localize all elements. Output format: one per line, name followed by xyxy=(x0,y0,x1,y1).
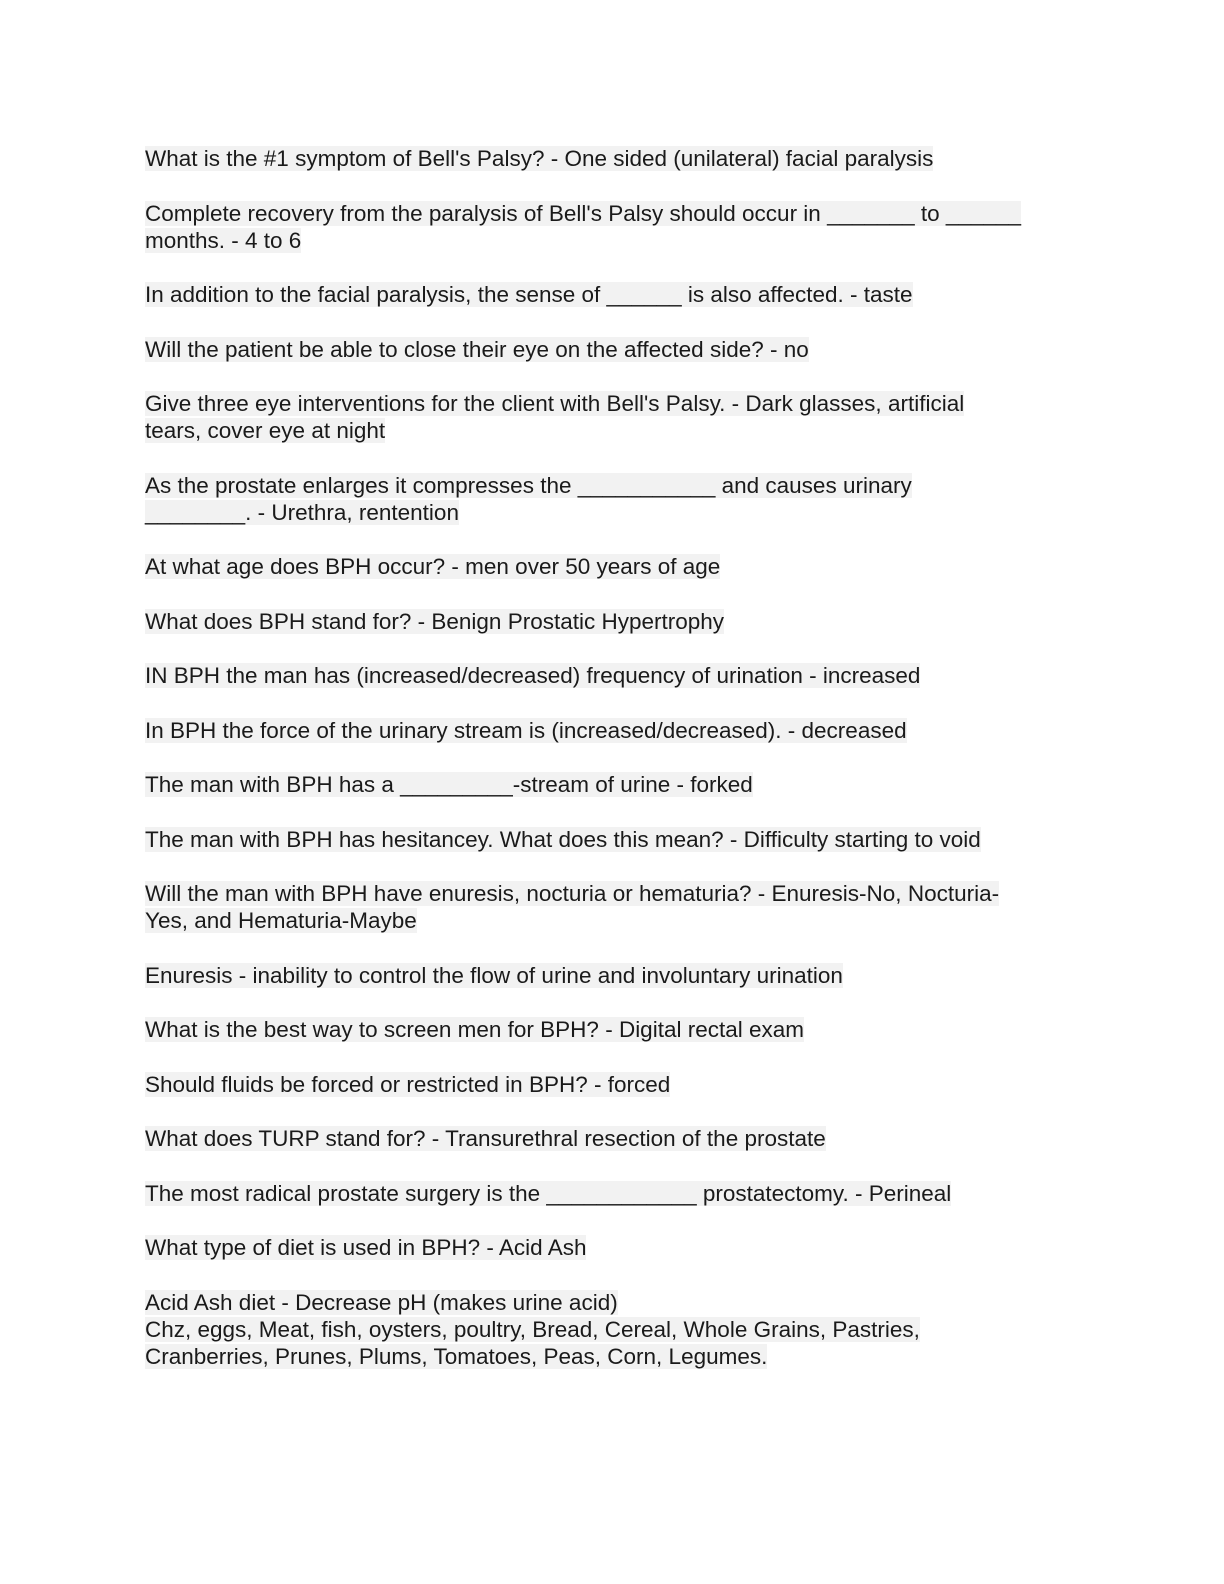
entry-text: Cranberries, Prunes, Plums, Tomatoes, Peas, Corn, Legumes. xyxy=(145,1343,768,1369)
flashcard-list xyxy=(145,145,1075,1370)
flashcard-entry xyxy=(145,608,1075,635)
flashcard-entry xyxy=(145,880,1075,934)
entry-text: What type of diet is used in BPH? - Acid Ash xyxy=(145,1235,587,1260)
entry-text: The man with BPH has a _________-stream of urine - forked xyxy=(145,772,753,797)
entry-text: What does BPH stand for? - Benign Prostatic Hypertrophy xyxy=(145,608,725,634)
entry-text: What is the #1 symptom of Bell's Palsy? - One sided (unilateral) facial paralysis xyxy=(145,146,934,171)
entry-text: Should fluids be forced or restricted in BPH? - forced xyxy=(145,1071,671,1097)
flashcard-entry xyxy=(145,717,1075,744)
flashcard-entry xyxy=(145,1234,1075,1261)
entry-text: As the prostate enlarges it compresses the ___________ and causes urinary xyxy=(145,472,912,498)
flashcard-entry xyxy=(145,1180,1075,1207)
flashcard-entry xyxy=(145,200,1075,254)
entry-text: The man with BPH has hesitancey. What does this mean? - Difficulty starting to void xyxy=(145,826,981,852)
entry-text: Complete recovery from the paralysis of Bell's Palsy should occur in _______ to ______ xyxy=(145,200,1022,226)
entry-text: Will the man with BPH have enuresis, nocturia or hematuria? - Enuresis-No, Nocturia- xyxy=(145,881,1000,906)
entry-text: Enuresis - inability to control the flow of urine and involuntary urination xyxy=(145,962,843,988)
entry-text: Will the patient be able to close their eye on the affected side? - no xyxy=(145,336,809,362)
flashcard-entry xyxy=(145,390,1075,444)
entry-text: In addition to the facial paralysis, the sense of ______ is also affected. - taste xyxy=(145,282,913,307)
entry-text: tears, cover eye at night xyxy=(145,418,386,443)
entry-text: ________. - Urethra, rentention xyxy=(145,499,459,525)
entry-text: IN BPH the man has (increased/decreased) frequency of urination - increased xyxy=(145,663,921,688)
flashcard-entry xyxy=(145,962,1075,989)
flashcard-entry xyxy=(145,336,1075,363)
flashcard-entry xyxy=(145,1289,1075,1370)
flashcard-entry xyxy=(145,472,1075,526)
entry-text: Yes, and Hematuria-Maybe xyxy=(145,908,417,933)
entry-text: months. - 4 to 6 xyxy=(145,227,302,253)
flashcard-entry xyxy=(145,145,1075,172)
flashcard-entry xyxy=(145,771,1075,798)
flashcard-entry xyxy=(145,553,1075,580)
flashcard-entry xyxy=(145,662,1075,689)
flashcard-entry xyxy=(145,1016,1075,1043)
entry-text: At what age does BPH occur? - men over 50 years of age xyxy=(145,554,721,579)
entry-text: Chz, eggs, Meat, fish, oysters, poultry, Bread, Cereal, Whole Grains, Pastries, xyxy=(145,1316,920,1342)
entry-text: In BPH the force of the urinary stream is (increased/decreased). - decreased xyxy=(145,717,907,743)
entry-text: What does TURP stand for? - Transurethral resection of the prostate xyxy=(145,1126,826,1151)
entry-text: The most radical prostate surgery is the ____________ prostatectomy. - Perineal xyxy=(145,1180,952,1206)
flashcard-entry xyxy=(145,281,1075,308)
flashcard-entry xyxy=(145,826,1075,853)
entry-text: Give three eye interventions for the client with Bell's Palsy. - Dark glasses, artificial xyxy=(145,391,965,416)
flashcard-entry xyxy=(145,1125,1075,1152)
entry-text: Acid Ash diet - Decrease pH (makes urine acid) xyxy=(145,1289,618,1315)
entry-text: What is the best way to screen men for BPH? - Digital rectal exam xyxy=(145,1017,805,1042)
flashcard-entry xyxy=(145,1071,1075,1098)
